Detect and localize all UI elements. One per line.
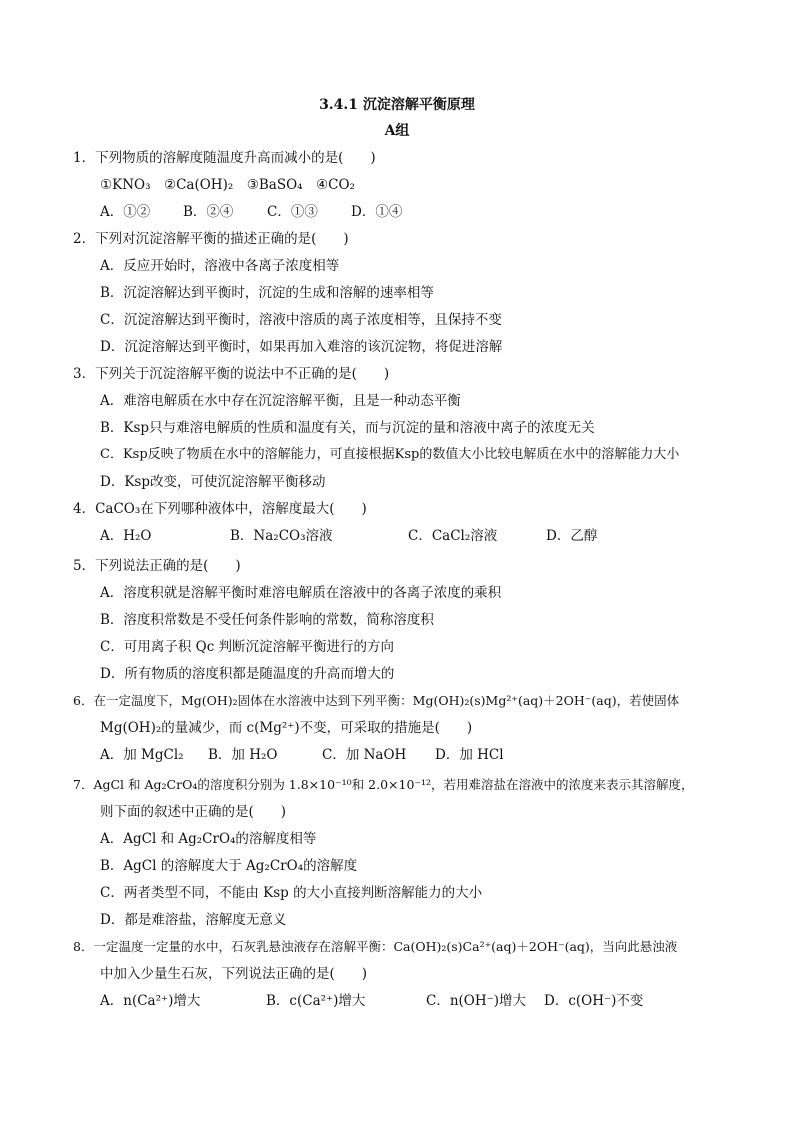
question-5-option-b: B．溶度积常数是不受任何条件影响的常数，简称溶度积 — [100, 612, 434, 628]
option-d: D．①④ — [351, 204, 403, 220]
option-c: C．n(OH⁻)增大 — [426, 993, 527, 1009]
question-3-option-b: B．Ksp只与难溶电解质的性质和温度有关，而与沉淀的量和溶液中离子的浓度无关 — [100, 420, 595, 436]
question-3-stem: 3．下列关于沉淀溶解平衡的说法中不正确的是( ) — [73, 366, 390, 382]
question-2-option-b: B．沉淀溶解达到平衡时，沉淀的生成和溶解的速率相等 — [100, 285, 434, 301]
question-7-option-a: A．AgCl 和 Ag₂CrO₄的溶解度相等 — [100, 831, 317, 847]
question-2-stem: 2．下列对沉淀溶解平衡的描述正确的是( ) — [73, 231, 349, 247]
question-3-option-c: C．Ksp反映了物质在水中的溶解能力，可直接根据Ksp的数值大小比较电解质在水中的溶解能力大小 — [100, 447, 680, 462]
question-3-option-d: D．Ksp改变，可使沉淀溶解平衡移动 — [100, 474, 326, 490]
question-1-options — [100, 203, 500, 221]
option-b: B．加 H₂O — [208, 747, 278, 763]
option-d: D．加 HCl — [435, 747, 504, 763]
question-2-option-c: C．沉淀溶解达到平衡时，溶液中溶质的离子浓度相等，且保持不变 — [100, 312, 502, 328]
option-a: A．n(Ca²⁺)增大 — [100, 993, 201, 1009]
question-6-stem-line-1: 6．在一定温度下，Mg(OH)₂固体在水溶液中达到下列平衡：Mg(OH)₂(s)Mg²⁺(aq)＋2OH⁻(aq)，若使固体 — [73, 693, 680, 708]
option-a: A．①② — [100, 204, 151, 220]
option-c: C．加 NaOH — [322, 747, 407, 763]
option-d: D．c(OH⁻)不变 — [544, 993, 644, 1009]
question-2-option-d: D．沉淀溶解达到平衡时，如果再加入难溶的该沉淀物，将促进溶解 — [100, 339, 503, 355]
question-4-stem: 4．CaCO₃在下列哪种液体中，溶解度最大( ) — [73, 501, 367, 517]
option-b: B．Na₂CO₃溶液 — [230, 528, 333, 544]
option-c: C．CaCl₂溶液 — [408, 528, 498, 544]
option-a: A．加 MgCl₂ — [100, 747, 184, 763]
question-8-stem-line-2: 中加入少量生石灰，下列说法正确的是( ) — [100, 966, 368, 982]
page-title: 3.4.1 沉淀溶解平衡原理 — [319, 97, 475, 113]
option-d: D．乙醇 — [546, 528, 598, 544]
question-7-option-d: D．都是难溶盐，溶解度无意义 — [100, 912, 287, 928]
question-3-option-a: A．难溶电解质在水中存在沉淀溶解平衡，且是一种动态平衡 — [100, 393, 461, 409]
option-b: B．②④ — [183, 204, 234, 220]
question-5-option-d: D．所有物质的溶度积都是随温度的升高而增大的 — [100, 666, 395, 682]
question-8-options — [100, 992, 660, 1010]
question-1-items: ①KNO₃ ②Ca(OH)₂ ③BaSO₄ ④CO₂ — [100, 177, 355, 193]
option-a: A．H₂O — [100, 528, 152, 544]
question-5-option-a: A．溶度积就是溶解平衡时难溶电解质在溶液中的各离子浓度的乘积 — [100, 585, 502, 601]
question-2-option-a: A．反应开始时，溶液中各离子浓度相等 — [100, 258, 340, 274]
section-heading: A组 — [384, 123, 410, 139]
question-7-stem-line-1: 7．AgCl 和 Ag₂CrO₄的溶度积分别为 1.8×10⁻¹⁰和 2.0×10⁻¹²，若用难溶盐在溶液中的浓度来表示其溶解度， — [73, 777, 694, 792]
question-5-option-c: C．可用离子积 Qc 判断沉淀溶解平衡进行的方向 — [100, 639, 395, 655]
question-6-options — [100, 746, 520, 764]
option-b: B．c(Ca²⁺)增大 — [266, 993, 366, 1009]
question-1-stem: 1．下列物质的溶解度随温度升高而减小的是( ) — [73, 150, 376, 166]
question-4-options — [100, 527, 620, 545]
question-8-stem-line-1: 8．一定温度一定量的水中，石灰乳悬浊液存在溶解平衡：Ca(OH)₂(s)Ca²⁺(aq)＋2OH⁻(aq)，当向此悬浊液 — [73, 939, 678, 954]
question-7-option-b: B．AgCl 的溶解度大于 Ag₂CrO₄的溶解度 — [100, 858, 358, 874]
question-5-stem: 5．下列说法正确的是( ) — [73, 558, 241, 574]
option-c: C．①③ — [267, 204, 318, 220]
question-6-stem-line-2: Mg(OH)₂的量减少，而 c(Mg²⁺)不变，可采取的措施是( ) — [100, 720, 473, 736]
question-7-option-c: C．两者类型不同，不能由 Ksp 的大小直接判断溶解能力的大小 — [100, 885, 483, 901]
question-7-stem-line-2: 则下面的叙述中正确的是( ) — [100, 804, 287, 820]
